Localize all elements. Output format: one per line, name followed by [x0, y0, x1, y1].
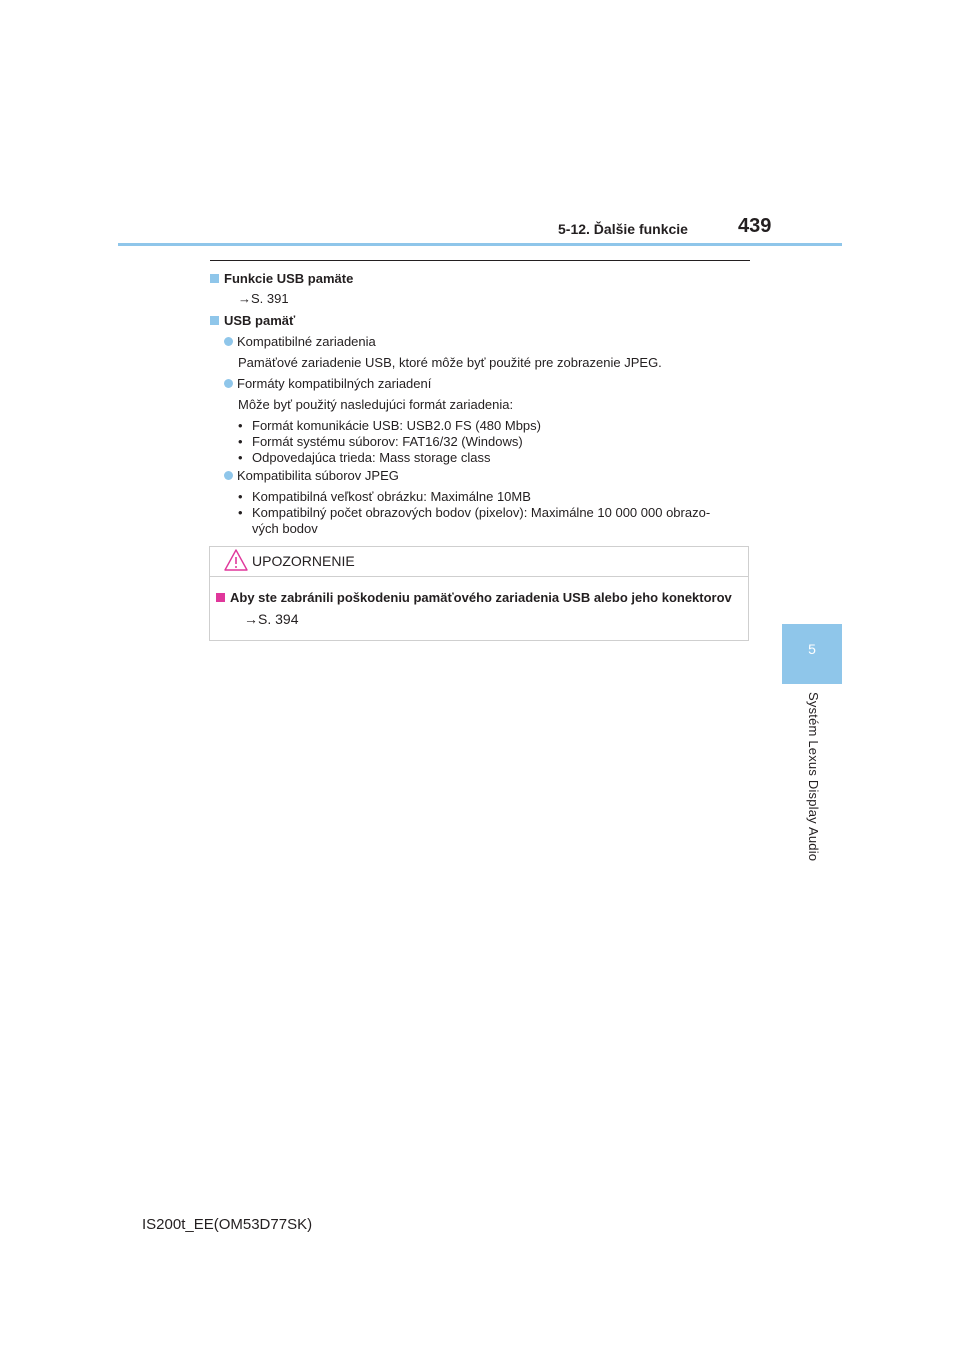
square-bullet-icon: [210, 274, 219, 283]
section-title: 5-12. Ďalšie funkcie: [558, 221, 688, 237]
compatible-devices-text: Pamäťové zariadenie USB, ktoré môže byť použité pre zobrazenie JPEG.: [238, 355, 662, 370]
list-item: • Kompatibilná veľkosť obrázku: Maximálne 10MB: [238, 489, 531, 504]
warning-triangle-icon: [224, 549, 248, 576]
circle-bullet-icon: [224, 337, 233, 346]
circle-bullet-icon: [224, 379, 233, 388]
list-item: • Formát komunikácie USB: USB2.0 FS (480 Mbps): [238, 418, 541, 433]
page-number: 439: [738, 215, 772, 237]
list-item: • Formát systému súborov: FAT16/32 (Windows): [238, 434, 523, 449]
warning-ref: →S. 394: [244, 611, 299, 627]
usb-functions-ref: →S. 391: [238, 291, 289, 306]
chapter-label: Systém Lexus Display Audio: [806, 692, 821, 862]
list-item: • Odpovedajúca trieda: Mass storage class: [238, 450, 491, 465]
header-rule: [118, 243, 842, 246]
square-bullet-icon: [210, 316, 219, 325]
device-formats-title: Formáty kompatibilných zariadení: [224, 376, 431, 391]
list-item: • Kompatibilný počet obrazových bodov (pixelov): Maximálne 10 000 000 obrazo-: [238, 505, 711, 520]
circle-bullet-icon: [224, 471, 233, 480]
document-code: IS200t_EE(OM53D77SK): [142, 1216, 313, 1233]
chapter-tab: [782, 624, 842, 684]
compatible-devices-title: Kompatibilné zariadenia: [224, 334, 376, 349]
device-formats-text: Môže byť použitý nasledujúci formát zariadenia:: [238, 397, 514, 412]
chapter-number: 5: [808, 641, 816, 657]
usb-memory-heading: USB pamäť: [210, 313, 295, 328]
content-top-rule: [210, 260, 750, 261]
warning-title: UPOZORNENIE: [252, 553, 355, 569]
square-bullet-icon: [216, 593, 225, 602]
list-item-continuation: vých bodov: [252, 521, 318, 536]
jpeg-compat-title: Kompatibilita súborov JPEG: [224, 468, 399, 483]
warning-heading: Aby ste zabránili poškodeniu pamäťového zariadenia USB alebo jeho konektorov: [216, 590, 732, 605]
usb-functions-heading: Funkcie USB pamäte: [210, 271, 353, 286]
